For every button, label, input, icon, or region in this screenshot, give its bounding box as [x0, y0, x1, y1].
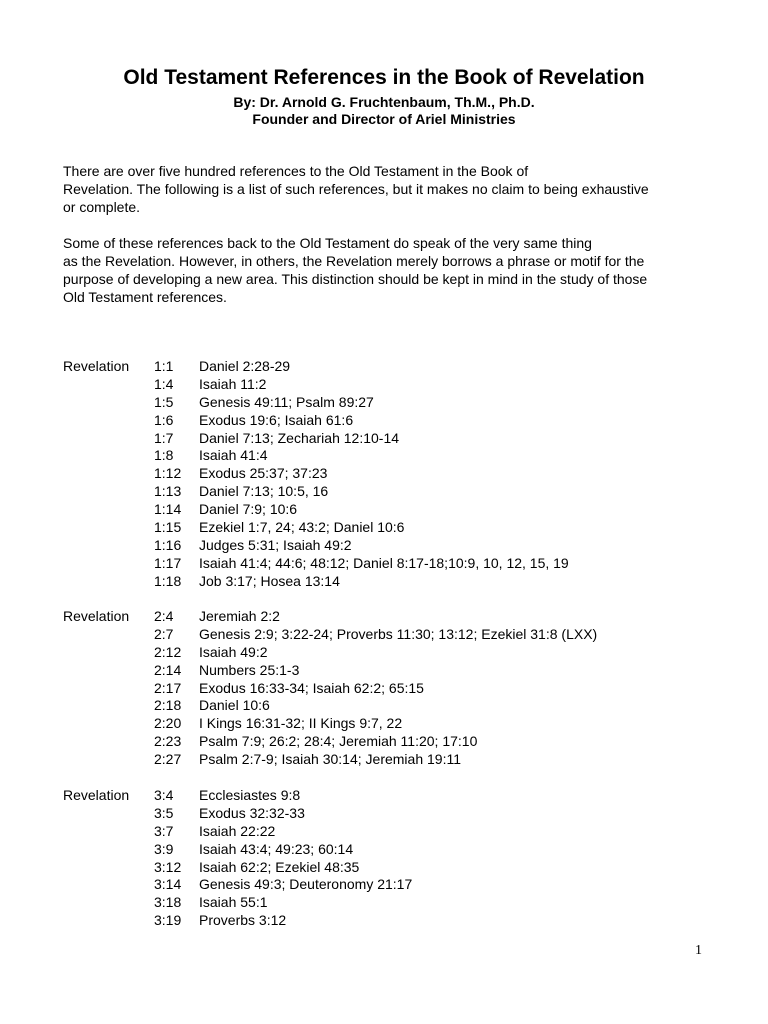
verse-number: 1:6: [154, 411, 174, 428]
verse-number: 3:14: [154, 876, 182, 893]
reference-row: [154, 841, 412, 859]
verse-number: 1:17: [154, 554, 182, 571]
verse-number: 3:9: [154, 840, 174, 857]
old-testament-refs: Isaiah 22:22: [199, 822, 276, 839]
old-testament-refs: Isaiah 49:2: [199, 643, 268, 660]
old-testament-refs: Isaiah 11:2: [199, 375, 267, 392]
verse-number: 3:12: [154, 858, 182, 875]
reference-row: [154, 412, 569, 430]
verse-number: 2:12: [154, 643, 182, 660]
reference-row: [154, 644, 597, 662]
reference-row: [154, 876, 412, 894]
verse-number: 1:14: [154, 501, 182, 518]
old-testament-refs: Proverbs 3:12: [199, 912, 287, 929]
reference-row: [154, 859, 412, 877]
verse-number: 2:7: [154, 625, 174, 642]
old-testament-refs: Job 3:17; Hosea 13:14: [199, 572, 340, 589]
old-testament-refs: Psalm 2:7-9; Isaiah 30:14; Jeremiah 19:11: [199, 751, 462, 768]
old-testament-refs: Isaiah 41:4; 44:6; 48:12; Daniel 8:17-18;10:9, 10, 12, 15, 19: [199, 554, 569, 571]
verse-number: 1:7: [154, 429, 174, 446]
verse-number: 2:27: [154, 751, 182, 768]
paragraph-line: There are over five hundred references to the Old Testament in the Book of: [63, 163, 529, 179]
document-title: Old Testament References in the Book of Revelation: [123, 66, 645, 89]
reference-row: [154, 465, 569, 483]
old-testament-refs: I Kings 16:31-32; II Kings 9:7, 22: [199, 715, 403, 732]
reference-row: [154, 787, 412, 805]
reference-row: [154, 358, 569, 376]
reference-row: [154, 715, 597, 733]
verse-number: 1:18: [154, 572, 182, 589]
old-testament-refs: Psalm 7:9; 26:2; 28:4; Jeremiah 11:20; 17:10: [199, 733, 478, 750]
reference-list: [154, 608, 597, 769]
reference-row: [154, 537, 569, 555]
old-testament-refs: Daniel 2:28-29: [199, 358, 291, 374]
book-label: Revelation: [63, 608, 130, 624]
paragraph-line: Revelation. The following is a list of such references, but it makes no claim to being exhaustive: [63, 181, 649, 197]
reference-row: [154, 555, 569, 573]
old-testament-refs: Daniel 10:6: [199, 697, 270, 714]
old-testament-refs: Numbers 25:1-3: [199, 661, 300, 678]
reference-list: [154, 358, 569, 591]
reference-row: [154, 608, 597, 626]
old-testament-refs: Daniel 7:13; Zechariah 12:10-14: [199, 429, 400, 446]
verse-number: 3:18: [154, 894, 182, 911]
reference-row: [154, 680, 597, 698]
verse-number: 3:5: [154, 804, 174, 821]
reference-row: [154, 894, 412, 912]
reference-row: [154, 912, 412, 930]
old-testament-refs: Isaiah 41:4: [199, 447, 268, 464]
reference-row: [154, 662, 597, 680]
verse-number: 1:4: [154, 375, 174, 392]
verse-number: 1:8: [154, 447, 174, 464]
verse-number: 2:14: [154, 661, 182, 678]
old-testament-refs: Exodus 32:32-33: [199, 804, 305, 821]
verse-number: 1:12: [154, 465, 182, 482]
verse-number: 1:15: [154, 519, 182, 536]
page-number: 1: [695, 943, 702, 958]
paragraph-line: purpose of developing a new area. This distinction should be kept in mind in the study of those: [63, 271, 648, 287]
book-label: Revelation: [63, 358, 130, 374]
old-testament-refs: Isaiah 62:2; Ezekiel 48:35: [199, 858, 360, 875]
old-testament-refs: Genesis 49:11; Psalm 89:27: [199, 393, 374, 410]
reference-row: [154, 430, 569, 448]
reference-row: [154, 697, 597, 715]
verse-number: 2:23: [154, 733, 182, 750]
verse-number: 1:5: [154, 393, 174, 410]
author-line: By: Dr. Arnold G. Fruchtenbaum, Th.M., Ph.D.: [233, 94, 535, 110]
paragraph-line: Some of these references back to the Old Testament do speak of the very same thing: [63, 235, 592, 251]
verse-number: 1:13: [154, 483, 182, 500]
reference-row: [154, 376, 569, 394]
reference-row: [154, 626, 597, 644]
verse-number: 3:4: [154, 787, 174, 803]
old-testament-refs: Exodus 25:37; 37:23: [199, 465, 328, 482]
paragraph-line: Old Testament references.: [63, 289, 227, 305]
paragraph-line: as the Revelation. However, in others, the Revelation merely borrows a phrase or motif for the: [63, 253, 645, 269]
old-testament-refs: Exodus 16:33-34; Isaiah 62:2; 65:15: [199, 679, 424, 696]
old-testament-refs: Jeremiah 2:2: [199, 608, 280, 624]
old-testament-refs: Judges 5:31; Isaiah 49:2: [199, 536, 352, 553]
old-testament-refs: Genesis 2:9; 3:22-24; Proverbs 11:30; 13:12; Ezekiel 31:8 (LXX): [199, 625, 598, 642]
old-testament-refs: Isaiah 55:1: [199, 894, 268, 911]
reference-row: [154, 733, 597, 751]
verse-number: 2:20: [154, 715, 182, 732]
reference-row: [154, 519, 569, 537]
old-testament-refs: Genesis 49:3; Deuteronomy 21:17: [199, 876, 413, 893]
distinction-paragraph: [63, 234, 703, 306]
intro-paragraph: [63, 162, 703, 216]
verse-number: 3:19: [154, 912, 182, 929]
old-testament-refs: Daniel 7:9; 10:6: [199, 501, 298, 518]
reference-row: [154, 394, 569, 412]
book-label: Revelation: [63, 787, 130, 803]
verse-number: 2:17: [154, 679, 182, 696]
reference-row: [154, 805, 412, 823]
reference-row: [154, 483, 569, 501]
reference-row: [154, 447, 569, 465]
verse-number: 2:4: [154, 608, 174, 624]
old-testament-refs: Daniel 7:13; 10:5, 16: [199, 483, 329, 500]
author-role-line: Founder and Director of Ariel Ministries: [252, 111, 516, 127]
verse-number: 1:16: [154, 536, 182, 553]
reference-row: [154, 501, 569, 519]
old-testament-refs: Exodus 19:6; Isaiah 61:6: [199, 411, 354, 428]
old-testament-refs: Ezekiel 1:7, 24; 43:2; Daniel 10:6: [199, 519, 405, 536]
verse-number: 2:18: [154, 697, 182, 714]
old-testament-refs: Ecclesiastes 9:8: [199, 787, 301, 803]
paragraph-line: or complete.: [63, 199, 141, 215]
verse-number: 3:7: [154, 822, 174, 839]
verse-number: 1:1: [154, 358, 174, 374]
old-testament-refs: Isaiah 43:4; 49:23; 60:14: [199, 840, 354, 857]
reference-list: [154, 787, 412, 930]
reference-row: [154, 751, 597, 769]
reference-row: [154, 823, 412, 841]
reference-row: [154, 573, 569, 591]
